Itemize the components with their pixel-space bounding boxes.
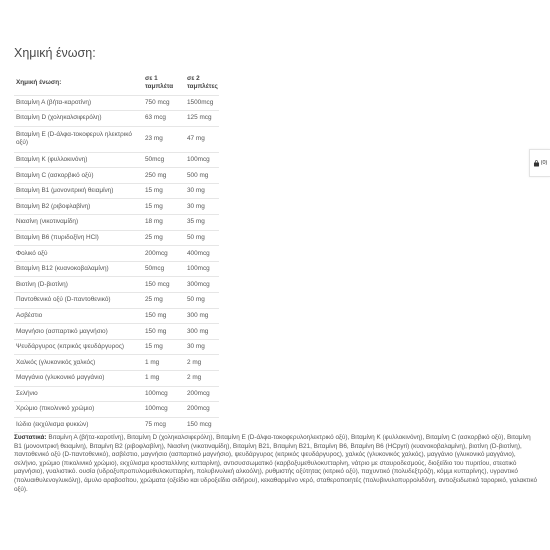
amount-per-2-tablets: 1500mcg xyxy=(182,95,219,111)
compound-name: Βιταμίνη Β1 (μονονιτρική θειαμίνη) xyxy=(14,183,140,199)
amount-per-2-tablets: 500 mg xyxy=(182,168,219,184)
amount-per-1-tablet: 100mcg xyxy=(140,402,182,418)
amount-per-2-tablets: 400mcg xyxy=(182,246,219,262)
cart-count: (0) xyxy=(540,160,548,166)
amount-per-2-tablets: 2 mg xyxy=(182,371,219,387)
amount-per-1-tablet: 18 mg xyxy=(140,215,182,231)
amount-per-2-tablets: 125 mcg xyxy=(182,111,219,127)
amount-per-2-tablets: 30 mg xyxy=(182,339,219,355)
table-row xyxy=(14,183,219,199)
compound-name: Παντοθενικό οξύ (D-παντοθενικό) xyxy=(14,293,140,309)
amount-per-1-tablet: 1 mg xyxy=(140,371,182,387)
ingredients-paragraph xyxy=(14,434,539,494)
amount-per-2-tablets: 100mcg xyxy=(182,152,219,168)
amount-per-1-tablet: 100mcg xyxy=(140,386,182,402)
amount-per-1-tablet: 250 mg xyxy=(140,168,182,184)
cart-button[interactable] xyxy=(529,149,550,177)
amount-per-1-tablet: 15 mg xyxy=(140,199,182,215)
amount-per-1-tablet: 150 mg xyxy=(140,324,182,340)
amount-per-2-tablets: 35 mg xyxy=(182,215,219,231)
table-row xyxy=(14,111,219,127)
amount-per-1-tablet: 15 mg xyxy=(140,183,182,199)
amount-per-1-tablet: 25 mg xyxy=(140,230,182,246)
compound-name: Ασβέστιο xyxy=(14,308,140,324)
amount-per-1-tablet: 63 mcg xyxy=(140,111,182,127)
compound-name: Ψευδάργυρος (κιτρικός ψευδάργυρος) xyxy=(14,339,140,355)
table-row xyxy=(14,308,219,324)
page-title: Χημική ένωση: xyxy=(14,46,96,60)
table-row xyxy=(14,199,219,215)
compound-name: Νιασίνη (νικοτιναμίδη) xyxy=(14,215,140,231)
amount-per-2-tablets: 2 mg xyxy=(182,355,219,371)
amount-per-2-tablets: 50 mg xyxy=(182,293,219,309)
compound-name: Σελήνιο xyxy=(14,386,140,402)
amount-per-2-tablets: 50 mg xyxy=(182,230,219,246)
compound-name: Βιταμίνη Β2 (ριβοφλαβίνη) xyxy=(14,199,140,215)
table-row xyxy=(14,293,219,309)
amount-per-1-tablet: 750 mcg xyxy=(140,95,182,111)
table-row xyxy=(14,126,219,152)
amount-per-1-tablet: 50mcg xyxy=(140,152,182,168)
amount-per-2-tablets: 100mcg xyxy=(182,261,219,277)
table-row xyxy=(14,355,219,371)
table-row xyxy=(14,371,219,387)
column-header-compound: Χημική ένωση: xyxy=(14,71,140,95)
compound-name: Βιταμίνη Α (βήτα-καροτίνη) xyxy=(14,95,140,111)
compound-name: Βιταμίνη Ε (D-άλφα-τοκοφερυλ ηλεκτρικό οξύ) xyxy=(14,126,140,152)
amount-per-2-tablets: 300 mg xyxy=(182,324,219,340)
amount-per-2-tablets: 300 mg xyxy=(182,308,219,324)
amount-per-2-tablets: 200mcg xyxy=(182,402,219,418)
table-row xyxy=(14,339,219,355)
amount-per-2-tablets: 47 mg xyxy=(182,126,219,152)
amount-per-1-tablet: 15 mg xyxy=(140,339,182,355)
amount-per-1-tablet: 50mcg xyxy=(140,261,182,277)
compound-name: Βιταμίνη Β12 (κυανοκοβαλαμίνη) xyxy=(14,261,140,277)
compound-name: Βιταμίνη D (χοληκαλσιφερόλη) xyxy=(14,111,140,127)
compound-name: Βιοτίνη (D-βιοτίνη) xyxy=(14,277,140,293)
amount-per-1-tablet: 200mcg xyxy=(140,246,182,262)
compound-name: Ιώδιο (εκχύλισμα φυκιών) xyxy=(14,417,140,433)
table-row xyxy=(14,386,219,402)
table-row xyxy=(14,168,219,184)
compound-name: Χρώμιο (πικολινικό χρώμιο) xyxy=(14,402,140,418)
composition-table xyxy=(14,71,219,433)
amount-per-2-tablets: 300mcg xyxy=(182,277,219,293)
amount-per-2-tablets: 30 mg xyxy=(182,199,219,215)
amount-per-2-tablets: 30 mg xyxy=(182,183,219,199)
amount-per-1-tablet: 150 mcg xyxy=(140,277,182,293)
amount-per-2-tablets: 150 mcg xyxy=(182,417,219,433)
table-row xyxy=(14,261,219,277)
shopping-bag-icon xyxy=(533,160,540,167)
ingredients-label: Συστατικά: xyxy=(14,434,47,441)
ingredients-text: Βιταμίνη Α (βήτα-καροτίνη), Βιταμίνη D (χοληκαλσιφερόλη), Βιταμίνη Ε (D-άλφα-τοκοφερυλοηλεκτρικό οξύ), Βιταμίνη Κ (φυλλοκινόνη), Βιταμίνη C (ασκορβικό οξύ), Βιταμίνη Β1 (μονονιτρική θειαμίνη), Βιταμίνη Β2 (ριβοφλαβίνη), Νιασίνη (νικοτιναμίδη), Βιταμίνη Β21, Βιταμίνη Β21, Βιταμίνη Β6, Βιταμίνη Β6 (HCpyri) (κυανοκοβαλαμίνη), βιοτίνη (D-βιοτίνη), παντοθενικό οξύ (D-παντοθενικό), ασβέστιο, μαγνήσιο (ασπαρτικό μαγνήσιο), ψευδάργυρος (κιτρικός ψευδάργυρος), χαλκός (γλυκονικός χαλκός), μαγγάνιο (γλυκονικό μαγγάνιο), σελήνιο, χρώμιο (πικολινικό χρώμιο), εκχύλισμα κροσταλλίνης κυτταρίνη), αντισυσσωματικό (καρβοξυμεθυλοκυτταρίνη, νάτριο με σταυροδεσμούς, διοξείδιο του πυριτίου, στεατικό μαγνήσιο), γυαλιστικό. ουσία (υδροξυπροπυλομεθυλοκυτταρίνη, πολυβινυλική αλκοόλη), ρυθμιστής οξύτητας (κιτρικό οξύ), παχυντικό (πολυδεξτρόζη, κόμμι κυτταρίνης), υγραντικό (πολυαιθυλενογλυκόλη), άμυλο αραβοσίτου, χρώματα (οξείδιο και υδροξείδιο σιδήρου), κεκαθαρμένο νερό, σταθεροποιητές (πολυβινυλοπυρρολιδόνη, αντιοξειδωτικό ταρορικό, γαλακτικό οξύ). xyxy=(14,434,538,493)
column-header-per-2-tablets: σε 2 ταμπλέτες xyxy=(182,71,219,95)
compound-name: Βιταμίνη C (ασκορβικό οξύ) xyxy=(14,168,140,184)
table-row xyxy=(14,152,219,168)
column-header-per-1-tablet: σε 1 ταμπλέτα xyxy=(140,71,182,95)
compound-name: Μαγνήσιο (ασπαρτικό μαγνήσιο) xyxy=(14,324,140,340)
amount-per-2-tablets: 200mcg xyxy=(182,386,219,402)
compound-name: Φολικό οξύ xyxy=(14,246,140,262)
compound-name: Βιταμίνη Β6 (πυριδοξίνη HCl) xyxy=(14,230,140,246)
amount-per-1-tablet: 150 mg xyxy=(140,308,182,324)
table-row xyxy=(14,402,219,418)
table-row xyxy=(14,417,219,433)
amount-per-1-tablet: 1 mg xyxy=(140,355,182,371)
amount-per-1-tablet: 75 mcg xyxy=(140,417,182,433)
table-row xyxy=(14,246,219,262)
compound-name: Βιταμίνη Κ (φυλλοκινόνη) xyxy=(14,152,140,168)
table-row xyxy=(14,324,219,340)
amount-per-1-tablet: 23 mg xyxy=(140,126,182,152)
table-row xyxy=(14,95,219,111)
compound-name: Μαγγάνιο (γλυκονικό μαγγάνιο) xyxy=(14,371,140,387)
table-row xyxy=(14,215,219,231)
amount-per-1-tablet: 25 mg xyxy=(140,293,182,309)
table-row xyxy=(14,230,219,246)
table-header-row xyxy=(14,71,219,95)
table-row xyxy=(14,277,219,293)
compound-name: Χαλκός (γλυκονικός χαλκός) xyxy=(14,355,140,371)
